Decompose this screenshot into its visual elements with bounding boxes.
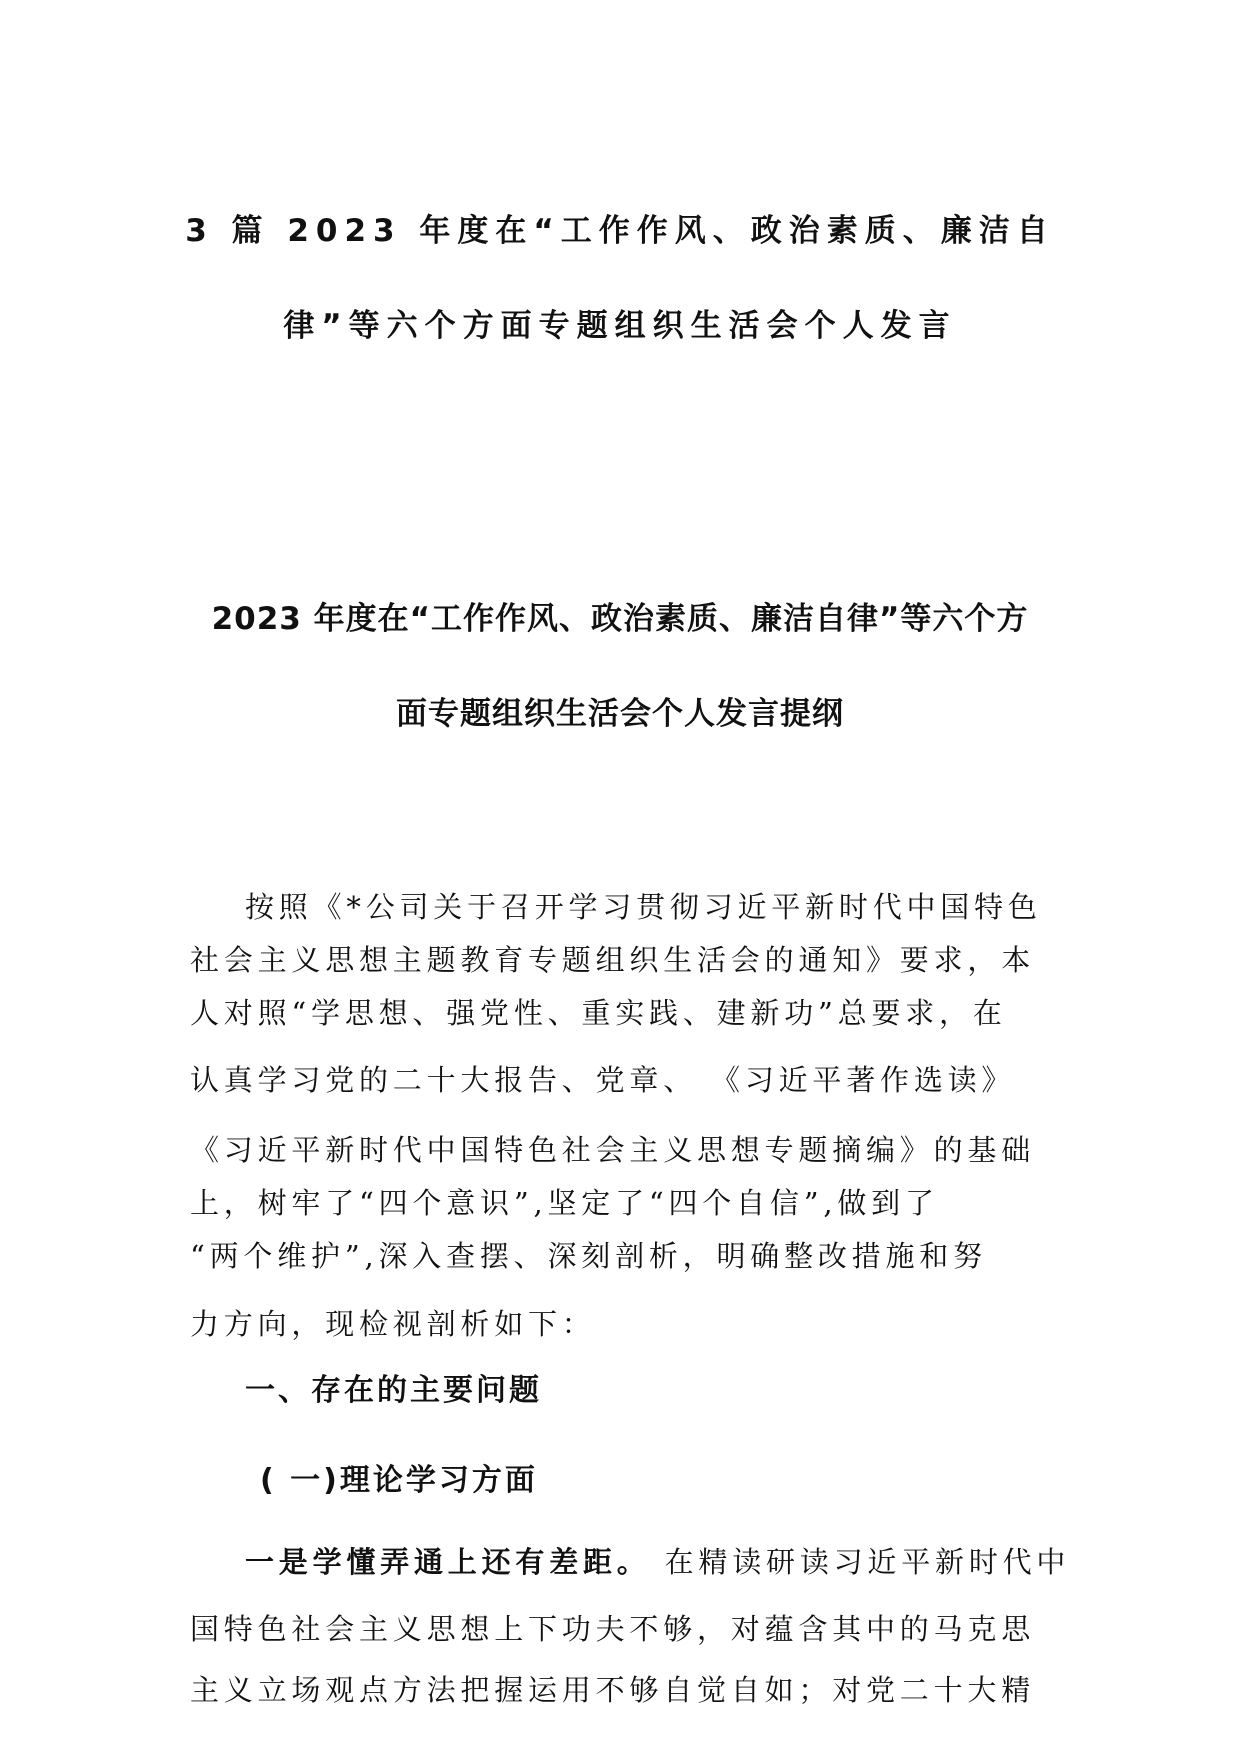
point-1-line-1-rest: 在精读研读习近平新时代中: [650, 1545, 1071, 1579]
section-heading-1: 一、存在的主要问题: [245, 1373, 542, 1408]
main-title-line-2: 律”等六个方面专题组织生活会个人发言: [283, 308, 957, 344]
intro-line-8: 力方向，现检视剖析如下：: [190, 1307, 596, 1341]
point-1-line-2: 国特色社会主义思想上下功夫不够，对蕴含其中的马克思: [190, 1612, 1036, 1646]
main-title-line-1: 3 篇 2023 年度在“工作作风、政治素质、廉洁自: [185, 213, 1055, 249]
point-1-line-3: 主义立场观点方法把握运用不够自觉自如；对党二十大精: [190, 1673, 1036, 1707]
intro-line-1: 按照《*公司关于召开学习贯彻习近平新时代中国特色: [245, 890, 1042, 924]
intro-line-2: 社会主义思想主题教育专题组织生活会的通知》要求，本: [190, 943, 1036, 977]
point-1-line-1: [245, 1540, 1070, 1581]
subsection-heading-1: ( 一)理论学习方面: [260, 1463, 538, 1498]
sub-title-line-2: 面专题组织生活会个人发言提纲: [396, 696, 844, 732]
intro-line-3: 人对照“学思想、强党性、重实践、建新功”总要求，在: [190, 996, 1007, 1030]
intro-line-5: 《习近平新时代中国特色社会主义思想专题摘编》的基础: [190, 1133, 1036, 1167]
intro-line-4: 认真学习党的二十大报告、党章、 《习近平著作选读》: [190, 1063, 1016, 1097]
sub-title-line-1: 2023 年度在“工作作风、政治素质、廉洁自律”等六个方: [211, 601, 1029, 637]
point-1-lead: 一是学懂弄通上还有差距。: [245, 1545, 651, 1579]
intro-line-7: “两个维护”,深入查摆、深刻剖析，明确整改措施和努: [190, 1239, 987, 1273]
intro-line-6: 上，树牢了“四个意识”,坚定了“四个自信”,做到了: [190, 1186, 939, 1220]
